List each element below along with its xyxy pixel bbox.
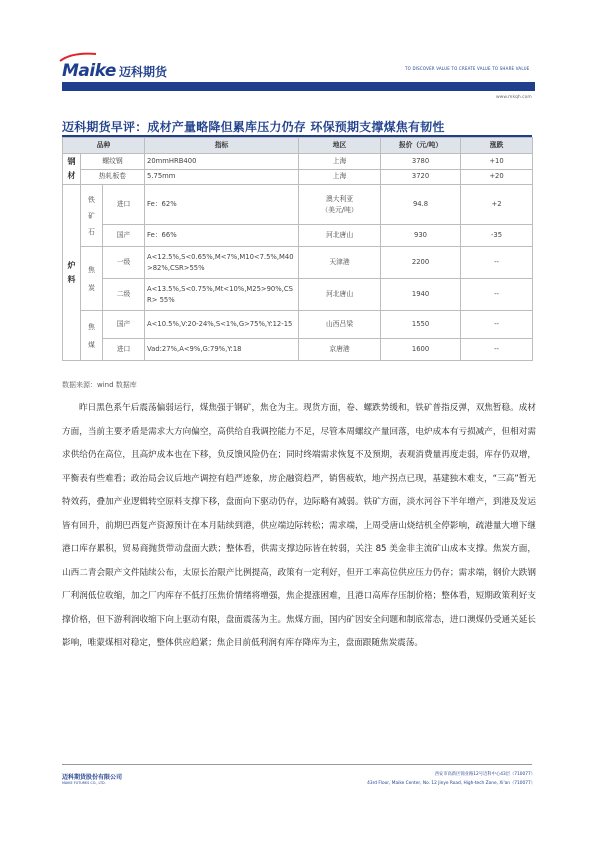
table-row xyxy=(63,225,533,247)
row-price: 3720 xyxy=(381,169,461,185)
row-sub: 国产 xyxy=(103,225,145,247)
row-spec: A<13.5%,S<0.75%,Mt<10%,M25>90%,CSR> 55% xyxy=(145,279,299,311)
footer-company-en: MAIKE FUTURES CO., LTD. xyxy=(62,781,106,785)
row-price: 3780 xyxy=(381,154,461,170)
row-sub: 二级 xyxy=(103,279,145,311)
row-region: 天津港 xyxy=(299,247,381,279)
row-change: +20 xyxy=(461,169,533,185)
group-steel xyxy=(63,154,81,185)
report-title: 迈科期货早评：成材产量略降但累库压力仍存 环保预期支撑煤焦有韧性 xyxy=(62,120,445,134)
footer-address-en: 43rd Floor, Maike Center, No. 12 Jinye Road, High-tech Zone, Xi'an（710077） xyxy=(367,781,535,786)
row-sub: 进口 xyxy=(103,339,145,361)
logo-text-en: Maike xyxy=(62,61,116,81)
row-sub: 进口 xyxy=(103,185,145,225)
row-price: 1600 xyxy=(381,339,461,361)
row-change: -35 xyxy=(461,225,533,247)
row-spec: 20mmHRB400 xyxy=(145,154,299,170)
row-change: -- xyxy=(461,339,533,361)
table-row xyxy=(63,311,533,339)
maike-logo xyxy=(62,58,167,80)
row-change: -- xyxy=(461,247,533,279)
row-change: -- xyxy=(461,279,533,311)
table-row xyxy=(63,339,533,361)
group-steel-label: 钢 材 xyxy=(67,157,76,180)
subgroup-coke xyxy=(81,247,103,311)
row-spec: Vad:27%,A<9%,G:79%,Y:18 xyxy=(145,339,299,361)
row-spec: A<12.5%,S<0.65%,M<7%,M10<7.5%,M40>82%,CSR>55% xyxy=(145,247,299,279)
row-price: 930 xyxy=(381,225,461,247)
row-name: 螺纹钢 xyxy=(81,154,145,170)
logo-text-cn: 迈科期货 xyxy=(118,65,167,79)
footer-company-cn: 迈科期货股份有限公司 xyxy=(62,774,123,781)
footer-address-cn: 西安市高新区锦业路12号迈科中心43层（710077） xyxy=(434,772,535,777)
header-price: 报价（元/吨） xyxy=(381,138,461,154)
row-sub: 国产 xyxy=(103,311,145,339)
report-body: 昨日黑色系午后震荡偏弱运行，煤焦强于钢矿，焦仓为主。现货方面，卷、螺跌势缓和，铁矿普指反弹，双焦暂稳。成材方面，当前主要矛盾是需求大方向偏空，高供给自我调控能力不足，尽管本周螺纹产量回落，电炉成本有亏损减产，但相对需求供给仍在高位，且高炉成本也在下移，负反馈风险仍在；同时终端需求恢复不及预期，表观消费量再度走弱，库存仍双增，平衡表有些难看；政治局会议后地产调控有趋严迹象，房企融资趋严，销售疲软，地产拐点已现，基建独木难支，“三高”暂无特效药，叠加产业逻辑转空原料支撑下移，盘面向下驱动仍存，边际略有减弱。铁矿方面，淡水河谷下半年增产，到港及发运皆有回升，前期巴西复产资源预计在本月陆续到港，供应端边际转松；需求端，上周受唐山烧结机全停影响，疏港量大增下继港口库存累积，贸易商抛货带动盘面大跌；整体看，供需支撑边际皆在转弱，关注 85 美金非主流矿山成本支撑。焦炭方面，山西二青会限产文件陆续公布，太原长治限产比例提高，政策有一定利好，但开工率高位供应压力仍存；需求端，钢价大跌钢厂利润低位收缩，加之厂内库存不低打压焦价情绪将增强，焦企提涨困难，且港口高库存压制价格；整体看，短期政策利好支撑价格，但下游利润收缩下向上驱动有限，盘面震荡为主。焦煤方面，国内矿因安全问题和制底常态，进口澳煤仍受通关延长影响，唯蒙煤相对稳定，整体供应趋紧；焦企目前低利润有库存降库为主，盘面跟随焦炭震荡。 xyxy=(62,403,536,648)
subgroup-coal xyxy=(81,311,103,361)
row-price: 1550 xyxy=(381,311,461,339)
row-price: 94.8 xyxy=(381,185,461,225)
row-region: 澳大利亚 （美元/吨） xyxy=(299,185,381,225)
footer-divider xyxy=(62,764,532,765)
row-spec: Fe：62% xyxy=(145,185,299,225)
table-row xyxy=(63,154,533,170)
row-name: 热轧板卷 xyxy=(81,169,145,185)
group-fuel-label: 炉 料 xyxy=(67,260,76,284)
header-slogan: TO DISCOVER VALUE TO CREATE VALUE TO SHARE VALUE xyxy=(405,66,530,71)
header-bar xyxy=(62,82,535,91)
header-change: 涨跌 xyxy=(461,138,533,154)
subgroup-iron-ore xyxy=(81,185,103,247)
group-fuel xyxy=(63,185,81,361)
table-header-row xyxy=(63,138,533,154)
table-row xyxy=(63,247,533,279)
header-variety: 品种 xyxy=(63,138,145,154)
row-spec: Fe：66% xyxy=(145,225,299,247)
table-row xyxy=(63,185,533,225)
header-url: www.mkqh.com xyxy=(496,95,532,100)
row-region: 京唐港 xyxy=(299,339,381,361)
row-change: +10 xyxy=(461,154,533,170)
row-sub: 一级 xyxy=(103,247,145,279)
row-price: 2200 xyxy=(381,247,461,279)
table-row xyxy=(63,169,533,185)
header-spec: 指标 xyxy=(145,138,299,154)
row-region: 河北唐山 xyxy=(299,225,381,247)
row-region: 上海 xyxy=(299,154,381,170)
subgroup-coke-label: 焦 炭 xyxy=(88,265,95,292)
row-spec: A<10.5%,V:20-24%,S<1%,G>75%,Y:12-15 xyxy=(145,311,299,339)
row-region: 山西吕梁 xyxy=(299,311,381,339)
header-region: 地区 xyxy=(299,138,381,154)
row-spec: 5.75mm xyxy=(145,169,299,185)
row-price: 1940 xyxy=(381,279,461,311)
table-row xyxy=(63,279,533,311)
row-change: +2 xyxy=(461,185,533,225)
row-change: -- xyxy=(461,311,533,339)
subgroup-iron-ore-label: 铁 矿 石 xyxy=(88,195,95,236)
data-source: 数据来源：wind 数据库 xyxy=(62,381,137,389)
row-region: 河北唐山 xyxy=(299,279,381,311)
price-table xyxy=(62,137,533,361)
subgroup-coal-label: 焦 煤 xyxy=(88,322,95,349)
row-region: 上海 xyxy=(299,169,381,185)
